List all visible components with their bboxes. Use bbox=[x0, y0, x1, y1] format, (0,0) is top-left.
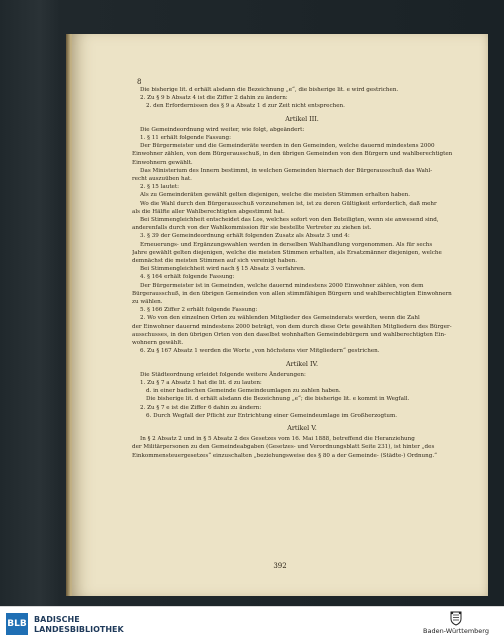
footer-bar bbox=[0, 606, 504, 640]
page-number-bottom: 392 bbox=[273, 562, 287, 570]
text-line: 6. Durch Wegfall der Pflicht zur Entrichtung einer Gemeindeumlage im Großherzogtum. bbox=[146, 412, 398, 419]
blb-logo[interactable]: BLB bbox=[6, 613, 28, 635]
text-line: Bei Stimmengleichheit entscheidet das Los, welches sofort von den Beteiligten, wenn sie anwesend sind, bbox=[140, 217, 439, 224]
text-line: Die bisherige lit. d erhält alsdann die Bezeichnung „e“, die bisherige lit. e wird gestrichen. bbox=[140, 87, 399, 93]
text-line: In § 2 Absatz 2 und in § 5 Absatz 2 des Gesetzes vom 16. Mai 1888, betreffend die Heranziehung bbox=[140, 436, 415, 443]
text-line: ausschusses, in den übrigen Orten von den daselbst wohnhaften Gemeindebürgern und wahlberechtigten Ein- bbox=[132, 331, 446, 338]
library-name-line1: BADISCHE bbox=[34, 615, 80, 624]
text-line: d. in einer badischen Gemeinde Gemeindeumlagen zu zahlen haben. bbox=[146, 388, 341, 395]
text-line: anderenfalls durch von der Wahlkommission für sie bestellte Vertreter zu ziehen ist. bbox=[132, 225, 372, 232]
state-name: Baden-Württemberg bbox=[423, 627, 489, 635]
baden-wuerttemberg-logo[interactable] bbox=[416, 610, 496, 638]
text-line: Die bisherige lit. d erhält alsdann die Bezeichnung „e“; die bisherige lit. e kommt in Wegfall. bbox=[146, 396, 410, 403]
library-name[interactable] bbox=[34, 615, 124, 635]
text-line: Bürgerausschuß, in den übrigen Gemeinden von allen stimmfähigen Bürgern und wahlberechtigten Einwohnern bbox=[132, 290, 452, 297]
text-line: Wo die Wahl durch den Bürgerausschuß vorzunehmen ist, ist zu deren Gültigkeit erforderlich, daß mehr bbox=[140, 200, 437, 207]
text-line: Einkommensteuergesetzes“ einzuschalten „beziehungsweise des § 80 a der Gemeinde- (Städte-) Ordnung.“ bbox=[132, 452, 437, 459]
text-line: Der Bürgermeister und die Gemeinderäte werden in den Gemeinden, welche dauernd mindestens 2000 bbox=[140, 143, 435, 150]
text-line: 2. den Erfordernissen des § 9 a Absatz 1 d zur Zeit nicht entsprechen. bbox=[146, 103, 345, 110]
text-line: der Einwohner dauernd mindestens 2000 beträgt, von dem durch diese Orte gewählten Mitgliedern des Bürger- bbox=[132, 323, 452, 330]
text-line: 2. Zu § 9 b Absatz 4 ist die Ziffer 2 dahin zu ändern: bbox=[140, 95, 288, 102]
text-line: 4. § 164 erhält folgende Fassung: bbox=[140, 274, 235, 281]
text-line: Die Städteordnung erleidet folgende weitere Änderungen: bbox=[140, 371, 306, 378]
text-line: Als zu Gemeinderäten gewählt gelten diejenigen, welche die meisten Stimmen erhalten haben. bbox=[140, 192, 411, 199]
text-line: 6. Zu § 167 Absatz 1 werden die Worte „von höchstens vier Mitgliedern“ gestrichen. bbox=[140, 348, 380, 355]
text-line: zu wählen. bbox=[132, 299, 163, 306]
text-line: wohnern gewählt. bbox=[132, 340, 184, 347]
text-line: Einwohner zählen, von dem Bürgerausschuß, in den übrigen Gemeinden von den Bürgern und wahlberechtigten bbox=[132, 151, 453, 158]
text-line: Bei Stimmengleichheit wird nach § 15 Absatz 3 verfahren. bbox=[140, 266, 306, 273]
library-name-line2: LANDESBIBLIOTHEK bbox=[34, 625, 124, 634]
text-line: Erneuerungs- und Ergänzungswahlen werden in derselben Wahlhandlung vorgenommen. Als für sechs bbox=[140, 241, 433, 248]
text-line: 2. Zu § 7 e ist die Ziffer 6 dahin zu ändern: bbox=[140, 404, 262, 411]
text-line: 1. Zu § 7 a Absatz 1 hat die lit. d zu lauten: bbox=[140, 379, 262, 386]
section-heading: Artikel V. bbox=[287, 423, 317, 432]
text-line: 2. § 15 lautet: bbox=[140, 184, 180, 191]
text-line: Das Ministerium des Innern bestimmt, in welchen Gemeinden hiernach der Bürgerausschuß das Wahl- bbox=[140, 167, 433, 174]
page-number-top: 8 bbox=[137, 78, 142, 86]
text-line: 5. § 166 Ziffer 2 erhält folgende Fassung: bbox=[140, 307, 258, 314]
section-heading: Artikel III. bbox=[285, 114, 319, 123]
text-line: Die Gemeindeordnung wird weiter, wie folgt, abgeändert: bbox=[140, 126, 305, 133]
section-heading: Artikel IV. bbox=[285, 359, 319, 368]
text-line: recht auszuüben hat. bbox=[132, 176, 192, 183]
text-line: 3. § 39 der Gemeindeordnung erhält folgenden Zusatz als Absatz 3 und 4: bbox=[140, 233, 350, 240]
text-line: 1. § 11 erhält folgende Fassung: bbox=[140, 135, 231, 142]
document-page bbox=[72, 34, 488, 596]
text-line: 2. Wo von den einzelnen Orten zu wählenden Mitglieder des Gemeinderats werden, wenn die Zahl bbox=[140, 315, 420, 322]
text-line: der Militärpersonen zu den Gemeindeabgaben (Gesetzes- und Verordnungsblatt Seite 231), ist hinter „des bbox=[132, 444, 435, 451]
text-line: Jahre gewählt gelten diejenigen, welche die meisten Stimmen erhalten, als Ersatzmänner diejenigen, welche bbox=[132, 249, 442, 256]
text-line: als die Hälfte aller Wahlberechtigten abgestimmt hat. bbox=[132, 208, 285, 215]
coat-of-arms-icon bbox=[448, 610, 464, 626]
page-text bbox=[132, 86, 472, 460]
text-line: Der Bürgermeister ist in Gemeinden, welche dauernd mindestens 2000 Einwohner zählen, von dem bbox=[140, 282, 424, 289]
text-line: Einwohnern gewählt. bbox=[132, 159, 193, 166]
text-line: demnächst die meisten Stimmen auf sich vereinigt haben. bbox=[132, 258, 298, 265]
